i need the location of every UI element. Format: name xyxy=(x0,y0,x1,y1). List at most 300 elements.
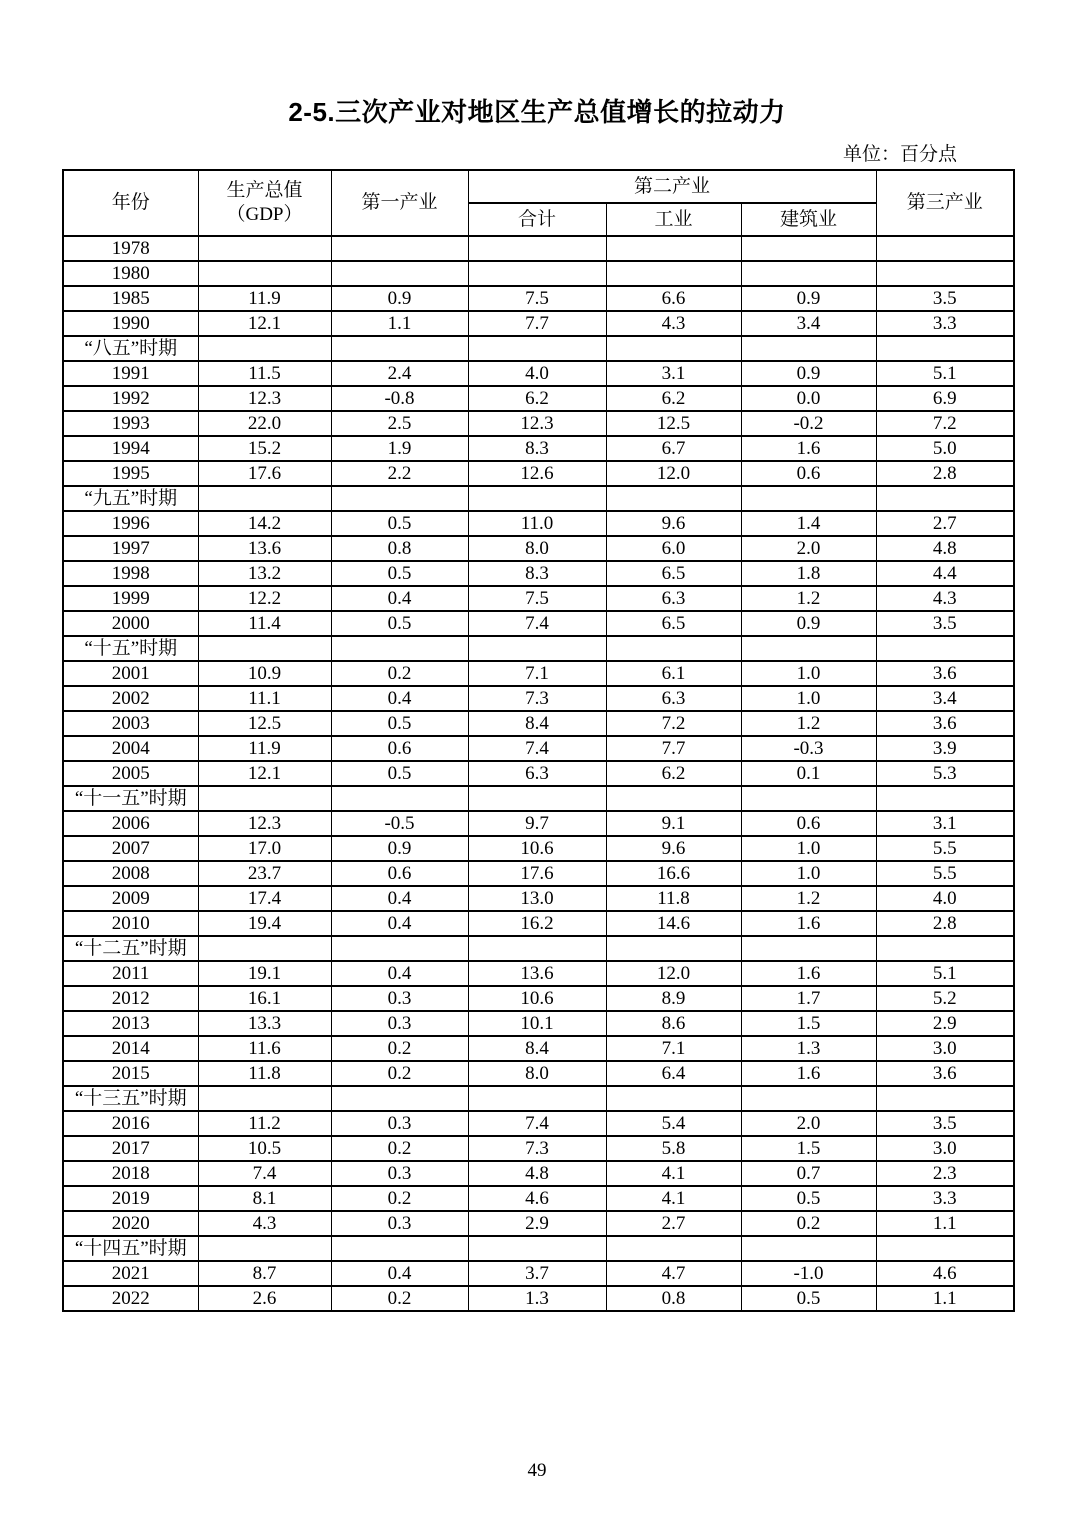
cell-value: 3.6 xyxy=(876,1061,1014,1086)
cell-value: 3.5 xyxy=(876,286,1014,311)
year-label: 1994 xyxy=(63,436,198,461)
cell-value: 0.5 xyxy=(331,761,468,786)
period-row xyxy=(63,936,1014,961)
cell-value: 7.3 xyxy=(468,686,606,711)
cell-value xyxy=(876,636,1014,661)
cell-value: 3.7 xyxy=(468,1261,606,1286)
cell-value: 8.3 xyxy=(468,436,606,461)
year-label: 2015 xyxy=(63,1061,198,1086)
cell-value xyxy=(741,636,876,661)
cell-value xyxy=(198,336,331,361)
cell-value: 2.5 xyxy=(331,411,468,436)
year-label: 2008 xyxy=(63,861,198,886)
cell-value: 11.0 xyxy=(468,511,606,536)
cell-value: 4.8 xyxy=(468,1161,606,1186)
cell-value: 11.9 xyxy=(198,286,331,311)
cell-value: 0.3 xyxy=(331,1211,468,1236)
cell-value: 3.9 xyxy=(876,736,1014,761)
cell-value: 0.9 xyxy=(741,286,876,311)
year-label: 2005 xyxy=(63,761,198,786)
cell-value: 1.0 xyxy=(741,686,876,711)
cell-value: 4.1 xyxy=(606,1186,741,1211)
cell-value: 6.5 xyxy=(606,561,741,586)
year-label: 1990 xyxy=(63,311,198,336)
cell-value: -0.3 xyxy=(741,736,876,761)
cell-value xyxy=(198,936,331,961)
cell-value: 6.2 xyxy=(606,761,741,786)
table-row xyxy=(63,536,1014,561)
cell-value: 0.2 xyxy=(331,1061,468,1086)
cell-value: 13.6 xyxy=(198,536,331,561)
cell-value: 0.4 xyxy=(331,686,468,711)
cell-value: 7.4 xyxy=(468,1111,606,1136)
cell-value: 1.5 xyxy=(741,1136,876,1161)
period-label: “九五”时期 xyxy=(63,486,198,511)
year-label: 2004 xyxy=(63,736,198,761)
cell-value: 2.0 xyxy=(741,1111,876,1136)
cell-value: 8.0 xyxy=(468,1061,606,1086)
table-row xyxy=(63,1011,1014,1036)
year-label: 1993 xyxy=(63,411,198,436)
period-row xyxy=(63,636,1014,661)
table-row xyxy=(63,361,1014,386)
cell-value: 3.3 xyxy=(876,1186,1014,1211)
cell-value: 12.1 xyxy=(198,311,331,336)
cell-value: 6.7 xyxy=(606,436,741,461)
year-label: 2017 xyxy=(63,1136,198,1161)
cell-value: 4.3 xyxy=(606,311,741,336)
cell-value xyxy=(331,336,468,361)
cell-value xyxy=(606,636,741,661)
year-label: 2019 xyxy=(63,1186,198,1211)
cell-value: 7.2 xyxy=(876,411,1014,436)
cell-value: 9.6 xyxy=(606,511,741,536)
cell-value: 6.6 xyxy=(606,286,741,311)
cell-value: 0.7 xyxy=(741,1161,876,1186)
cell-value xyxy=(741,486,876,511)
cell-value: 1.5 xyxy=(741,1011,876,1036)
col-header-primary-industry: 第一产业 xyxy=(331,170,468,236)
table-row xyxy=(63,511,1014,536)
table-row xyxy=(63,986,1014,1011)
cell-value: 11.1 xyxy=(198,686,331,711)
table-row xyxy=(63,561,1014,586)
cell-value: 1.6 xyxy=(741,436,876,461)
cell-value: 2.0 xyxy=(741,536,876,561)
cell-value: 12.0 xyxy=(606,961,741,986)
cell-value: 1.0 xyxy=(741,661,876,686)
cell-value: 0.0 xyxy=(741,386,876,411)
cell-value xyxy=(331,1086,468,1111)
year-label: 2003 xyxy=(63,711,198,736)
cell-value xyxy=(876,336,1014,361)
cell-value xyxy=(606,486,741,511)
table-row xyxy=(63,686,1014,711)
cell-value: 13.2 xyxy=(198,561,331,586)
cell-value: 7.1 xyxy=(606,1036,741,1061)
table-row xyxy=(63,1186,1014,1211)
cell-value: 16.2 xyxy=(468,911,606,936)
table-row xyxy=(63,586,1014,611)
cell-value: 2.9 xyxy=(468,1211,606,1236)
cell-value: 1.2 xyxy=(741,586,876,611)
cell-value xyxy=(876,936,1014,961)
cell-value xyxy=(741,1086,876,1111)
cell-value: 3.0 xyxy=(876,1036,1014,1061)
cell-value: 7.4 xyxy=(468,736,606,761)
cell-value: 12.3 xyxy=(198,811,331,836)
table-row xyxy=(63,411,1014,436)
table-row xyxy=(63,236,1014,261)
cell-value xyxy=(198,786,331,811)
period-row xyxy=(63,336,1014,361)
year-label: 1985 xyxy=(63,286,198,311)
cell-value: 3.6 xyxy=(876,711,1014,736)
cell-value: 1.1 xyxy=(876,1286,1014,1311)
cell-value: 16.6 xyxy=(606,861,741,886)
cell-value: 4.0 xyxy=(468,361,606,386)
table-row xyxy=(63,461,1014,486)
year-label: 1999 xyxy=(63,586,198,611)
cell-value xyxy=(331,1236,468,1261)
cell-value: 0.2 xyxy=(331,1186,468,1211)
cell-value xyxy=(606,786,741,811)
cell-value: 8.7 xyxy=(198,1261,331,1286)
cell-value: 1.8 xyxy=(741,561,876,586)
table-row xyxy=(63,261,1014,286)
cell-value xyxy=(741,336,876,361)
cell-value: 8.1 xyxy=(198,1186,331,1211)
cell-value: 7.5 xyxy=(468,286,606,311)
period-row xyxy=(63,1236,1014,1261)
cell-value: 1.6 xyxy=(741,911,876,936)
cell-value: 0.4 xyxy=(331,961,468,986)
cell-value: 19.4 xyxy=(198,911,331,936)
cell-value: 12.0 xyxy=(606,461,741,486)
cell-value xyxy=(468,261,606,286)
cell-value: 1.6 xyxy=(741,1061,876,1086)
table-row xyxy=(63,1261,1014,1286)
year-label: 2002 xyxy=(63,686,198,711)
cell-value: 0.2 xyxy=(331,661,468,686)
table-header xyxy=(63,170,1014,236)
cell-value: 1.1 xyxy=(876,1211,1014,1236)
cell-value xyxy=(468,936,606,961)
year-label: 2007 xyxy=(63,836,198,861)
cell-value: 6.3 xyxy=(606,686,741,711)
cell-value: 12.5 xyxy=(198,711,331,736)
period-label: “十三五”时期 xyxy=(63,1086,198,1111)
header-row-top xyxy=(63,170,1014,203)
table-row xyxy=(63,886,1014,911)
cell-value: 0.4 xyxy=(331,886,468,911)
cell-value: 1.0 xyxy=(741,836,876,861)
cell-value: 1.6 xyxy=(741,961,876,986)
cell-value: 9.7 xyxy=(468,811,606,836)
cell-value: 1.3 xyxy=(741,1036,876,1061)
cell-value: 6.0 xyxy=(606,536,741,561)
cell-value: 8.4 xyxy=(468,711,606,736)
col-header-secondary-industry-group: 第二产业 xyxy=(468,170,876,203)
cell-value xyxy=(198,1086,331,1111)
period-label: “十二五”时期 xyxy=(63,936,198,961)
table-row xyxy=(63,1211,1014,1236)
cell-value xyxy=(876,786,1014,811)
cell-value xyxy=(876,236,1014,261)
cell-value: 17.6 xyxy=(468,861,606,886)
cell-value: 1.2 xyxy=(741,886,876,911)
cell-value: 12.3 xyxy=(198,386,331,411)
cell-value xyxy=(468,786,606,811)
cell-value xyxy=(741,1236,876,1261)
cell-value: 0.5 xyxy=(331,611,468,636)
cell-value: 17.4 xyxy=(198,886,331,911)
col-header-gdp xyxy=(198,170,331,236)
year-label: 2018 xyxy=(63,1161,198,1186)
cell-value xyxy=(606,261,741,286)
period-row xyxy=(63,1086,1014,1111)
cell-value: 4.8 xyxy=(876,536,1014,561)
year-label: 2020 xyxy=(63,1211,198,1236)
year-label: 2011 xyxy=(63,961,198,986)
table-row xyxy=(63,1111,1014,1136)
cell-value: 2.8 xyxy=(876,461,1014,486)
cell-value: 3.1 xyxy=(606,361,741,386)
cell-value: 13.3 xyxy=(198,1011,331,1036)
cell-value: 5.1 xyxy=(876,961,1014,986)
cell-value: 0.6 xyxy=(331,861,468,886)
cell-value: 4.6 xyxy=(468,1186,606,1211)
cell-value: 3.4 xyxy=(741,311,876,336)
cell-value: 10.9 xyxy=(198,661,331,686)
cell-value: 23.7 xyxy=(198,861,331,886)
cell-value: 0.5 xyxy=(331,711,468,736)
cell-value xyxy=(331,261,468,286)
cell-value: 19.1 xyxy=(198,961,331,986)
cell-value xyxy=(606,1236,741,1261)
cell-value: 5.2 xyxy=(876,986,1014,1011)
cell-value: 7.7 xyxy=(468,311,606,336)
table-row xyxy=(63,861,1014,886)
year-label: 2010 xyxy=(63,911,198,936)
cell-value xyxy=(468,236,606,261)
cell-value xyxy=(198,486,331,511)
col-header-secondary-total: 合计 xyxy=(468,203,606,236)
cell-value: 6.3 xyxy=(606,586,741,611)
table-row xyxy=(63,736,1014,761)
year-label: 1991 xyxy=(63,361,198,386)
cell-value: 0.8 xyxy=(606,1286,741,1311)
cell-value xyxy=(876,261,1014,286)
cell-value xyxy=(331,236,468,261)
cell-value: 2.7 xyxy=(606,1211,741,1236)
table-row xyxy=(63,761,1014,786)
cell-value: 1.2 xyxy=(741,711,876,736)
year-label: 2021 xyxy=(63,1261,198,1286)
cell-value: 6.5 xyxy=(606,611,741,636)
cell-value xyxy=(468,336,606,361)
cell-value: 12.5 xyxy=(606,411,741,436)
cell-value: 12.2 xyxy=(198,586,331,611)
cell-value xyxy=(876,1236,1014,1261)
cell-value: 8.4 xyxy=(468,1036,606,1061)
cell-value: 11.6 xyxy=(198,1036,331,1061)
cell-value: 3.1 xyxy=(876,811,1014,836)
col-header-tertiary-industry: 第三产业 xyxy=(876,170,1014,236)
cell-value xyxy=(198,1236,331,1261)
cell-value: 17.6 xyxy=(198,461,331,486)
cell-value: 4.3 xyxy=(198,1211,331,1236)
year-label: 2014 xyxy=(63,1036,198,1061)
cell-value: 1.7 xyxy=(741,986,876,1011)
cell-value: 5.1 xyxy=(876,361,1014,386)
cell-value: 10.5 xyxy=(198,1136,331,1161)
cell-value: 0.9 xyxy=(741,361,876,386)
cell-value: 0.5 xyxy=(331,511,468,536)
cell-value xyxy=(331,486,468,511)
year-label: 1992 xyxy=(63,386,198,411)
period-label: “八五”时期 xyxy=(63,336,198,361)
cell-value: 2.4 xyxy=(331,361,468,386)
table-row xyxy=(63,1136,1014,1161)
cell-value: 5.0 xyxy=(876,436,1014,461)
period-row xyxy=(63,786,1014,811)
table-row xyxy=(63,961,1014,986)
year-label: 1978 xyxy=(63,236,198,261)
cell-value xyxy=(331,636,468,661)
cell-value: 2.2 xyxy=(331,461,468,486)
cell-value: 0.2 xyxy=(741,1211,876,1236)
cell-value xyxy=(468,1086,606,1111)
cell-value: 0.8 xyxy=(331,536,468,561)
cell-value: 11.9 xyxy=(198,736,331,761)
cell-value: 4.4 xyxy=(876,561,1014,586)
cell-value xyxy=(198,261,331,286)
year-label: 2012 xyxy=(63,986,198,1011)
cell-value: 2.8 xyxy=(876,911,1014,936)
cell-value: 1.1 xyxy=(331,311,468,336)
col-header-secondary-construction: 建筑业 xyxy=(741,203,876,236)
cell-value: 10.6 xyxy=(468,986,606,1011)
year-label: 2006 xyxy=(63,811,198,836)
col-header-gdp-line2: （GDP） xyxy=(226,204,303,225)
cell-value: 0.2 xyxy=(331,1286,468,1311)
cell-value xyxy=(198,636,331,661)
cell-value: 0.4 xyxy=(331,911,468,936)
year-label: 2016 xyxy=(63,1111,198,1136)
cell-value: 3.3 xyxy=(876,311,1014,336)
cell-value: 2.7 xyxy=(876,511,1014,536)
cell-value: 6.1 xyxy=(606,661,741,686)
cell-value: 7.5 xyxy=(468,586,606,611)
unit-note: 单位：百分点 xyxy=(842,144,957,165)
cell-value: -1.0 xyxy=(741,1261,876,1286)
cell-value xyxy=(741,236,876,261)
year-label: 1980 xyxy=(63,261,198,286)
cell-value: 0.3 xyxy=(331,1161,468,1186)
period-label: “十一五”时期 xyxy=(63,786,198,811)
cell-value: 14.6 xyxy=(606,911,741,936)
cell-value: 6.3 xyxy=(468,761,606,786)
cell-value: 0.4 xyxy=(331,1261,468,1286)
cell-value xyxy=(741,936,876,961)
cell-value: 8.9 xyxy=(606,986,741,1011)
cell-value: 1.3 xyxy=(468,1286,606,1311)
cell-value: 5.3 xyxy=(876,761,1014,786)
cell-value: 0.6 xyxy=(331,736,468,761)
cell-value: 0.3 xyxy=(331,986,468,1011)
cell-value: 5.5 xyxy=(876,861,1014,886)
cell-value xyxy=(606,1086,741,1111)
cell-value: 17.0 xyxy=(198,836,331,861)
cell-value: 4.3 xyxy=(876,586,1014,611)
cell-value: 13.0 xyxy=(468,886,606,911)
cell-value: 5.8 xyxy=(606,1136,741,1161)
table-row xyxy=(63,711,1014,736)
cell-value: 7.1 xyxy=(468,661,606,686)
cell-value: 0.5 xyxy=(331,561,468,586)
year-label: 2013 xyxy=(63,1011,198,1036)
cell-value xyxy=(876,486,1014,511)
cell-value: 0.4 xyxy=(331,586,468,611)
cell-value: 15.2 xyxy=(198,436,331,461)
cell-value: 11.8 xyxy=(198,1061,331,1086)
year-label: 2001 xyxy=(63,661,198,686)
cell-value: 0.9 xyxy=(331,836,468,861)
cell-value: 0.5 xyxy=(741,1286,876,1311)
cell-value: 0.9 xyxy=(331,286,468,311)
year-label: 1995 xyxy=(63,461,198,486)
cell-value: 13.6 xyxy=(468,961,606,986)
cell-value: 3.6 xyxy=(876,661,1014,686)
cell-value: 9.1 xyxy=(606,811,741,836)
cell-value: 22.0 xyxy=(198,411,331,436)
cell-value: 8.3 xyxy=(468,561,606,586)
cell-value: 7.4 xyxy=(198,1161,331,1186)
table-row xyxy=(63,811,1014,836)
table-row xyxy=(63,661,1014,686)
cell-value xyxy=(606,336,741,361)
cell-value: 0.9 xyxy=(741,611,876,636)
page-title: 2-5.三次产业对地区生产总值增长的拉动力 xyxy=(288,97,786,127)
cell-value: 16.1 xyxy=(198,986,331,1011)
cell-value xyxy=(606,236,741,261)
cell-value: 3.5 xyxy=(876,1111,1014,1136)
table-row xyxy=(63,836,1014,861)
cell-value: 9.6 xyxy=(606,836,741,861)
cell-value xyxy=(468,486,606,511)
cell-value: 7.4 xyxy=(468,611,606,636)
cell-value: 6.9 xyxy=(876,386,1014,411)
cell-value: 8.6 xyxy=(606,1011,741,1036)
cell-value: 4.7 xyxy=(606,1261,741,1286)
year-label: 2000 xyxy=(63,611,198,636)
cell-value: 6.2 xyxy=(606,386,741,411)
industry-pull-table xyxy=(62,169,1015,1312)
cell-value: 7.2 xyxy=(606,711,741,736)
cell-value: 7.7 xyxy=(606,736,741,761)
cell-value: 12.3 xyxy=(468,411,606,436)
cell-value: 0.3 xyxy=(331,1111,468,1136)
table-row xyxy=(63,1161,1014,1186)
year-label: 2022 xyxy=(63,1286,198,1311)
cell-value: 2.6 xyxy=(198,1286,331,1311)
cell-value: 10.6 xyxy=(468,836,606,861)
cell-value: 0.1 xyxy=(741,761,876,786)
table-row xyxy=(63,386,1014,411)
cell-value: 12.1 xyxy=(198,761,331,786)
cell-value xyxy=(741,261,876,286)
